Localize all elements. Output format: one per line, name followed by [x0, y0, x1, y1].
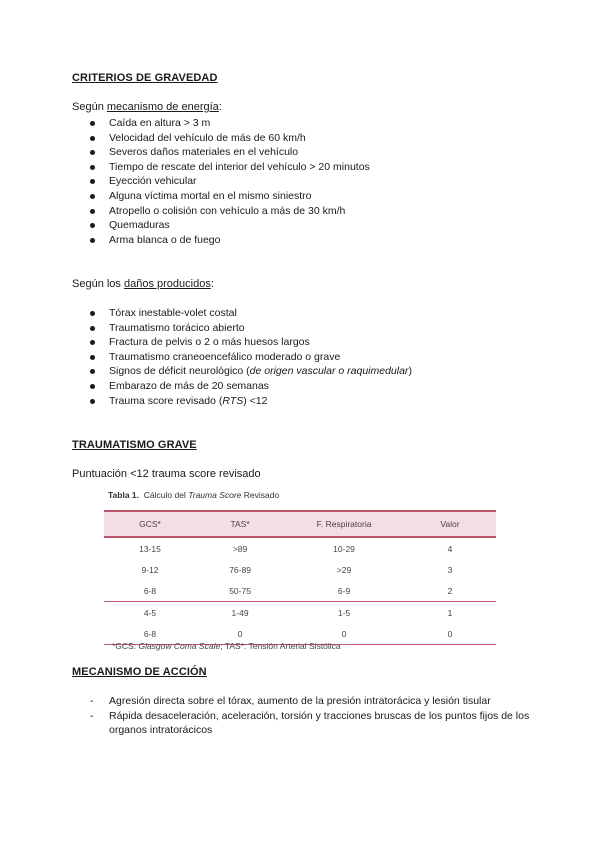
table-cell: 6-9	[337, 585, 351, 596]
energy-intro-underlined: mecanismo de energía	[106, 101, 219, 113]
table-cell: 0	[284, 623, 404, 645]
table-footnote	[112, 641, 341, 651]
damage-criteria-list	[90, 306, 412, 408]
list-item: Caída en altura > 3 m	[90, 116, 370, 131]
table-header-row	[104, 511, 496, 537]
table-cell: >29	[336, 564, 352, 575]
heading-traumatismo-grave: TRAUMATISMO GRAVE	[72, 439, 197, 451]
list-item: Traumatismo craneoencefálico moderado o grave	[90, 350, 412, 365]
list-item: Fractura de pelvis o 2 o más huesos largos	[90, 335, 412, 350]
table-cell: 6-8	[143, 585, 157, 596]
list-item: Severos daños materiales en el vehículo	[90, 145, 370, 160]
table-caption-label: Tabla 1.	[108, 490, 140, 500]
trauma-score-table	[104, 510, 496, 645]
list-item: Tiempo de rescate del interior del vehículo > 20 minutos	[90, 160, 370, 175]
table-cell: 50-75	[229, 585, 251, 596]
table-cell: 10-29	[333, 543, 355, 554]
damage-intro	[72, 278, 214, 290]
table-caption-text: Cálculo del	[143, 490, 189, 500]
traumatismo-intro: Puntuación <12 trauma score revisado	[72, 468, 261, 480]
table-row	[104, 602, 496, 624]
damage-intro-suffix: :	[210, 278, 214, 290]
energy-intro-suffix: :	[218, 101, 222, 113]
list-item-trauma-score	[90, 394, 412, 409]
list-item: Atropello o colisión con vehículo a más de 30 km/h	[90, 204, 370, 219]
table-cell: 9-12	[141, 564, 159, 575]
list-item: Eyección vehicular	[90, 174, 370, 189]
footnote-prefix: *GCS:	[112, 641, 139, 651]
list-item: Tórax inestable-volet costal	[90, 306, 412, 321]
list-item: Traumatismo torácico abierto	[90, 321, 412, 336]
table-caption-italic: Trauma Score	[188, 490, 242, 500]
trauma-italic: RTS	[222, 394, 244, 407]
list-item: Arma blanca o de fuego	[90, 233, 370, 248]
table-caption-suffix: Revisado	[241, 490, 280, 500]
list-item: - Agresión directa sobre el tórax, aumento de la presión intratorácica y lesión tisular	[90, 694, 530, 709]
heading-mecanismo-de-accion: MECANISMO DE ACCIÓN	[72, 666, 207, 678]
energy-intro	[72, 101, 222, 113]
column-header-f-respiratoria: F. Respiratoria	[284, 511, 404, 537]
column-header-tas: TAS*	[196, 511, 284, 537]
table-cell: 3	[447, 564, 453, 575]
footnote-italic: Glasgow Coma Scale	[138, 641, 221, 651]
trauma-close: ) <12	[243, 394, 268, 407]
table-cell: 4	[447, 543, 453, 554]
damage-intro-prefix: Según los	[72, 278, 124, 290]
table-cell: 1-5	[284, 602, 404, 624]
energy-criteria-list	[90, 116, 370, 247]
damage-intro-underlined: daños producidos	[123, 278, 211, 290]
column-header-gcs: GCS*	[104, 511, 196, 537]
trauma-text: Trauma score revisado (	[109, 394, 223, 407]
table-cell: 2	[447, 585, 453, 596]
table-row	[104, 537, 496, 559]
list-item-signos	[90, 364, 412, 379]
list-item: Velocidad del vehículo de más de 60 km/h	[90, 131, 370, 146]
heading-criterios-de-gravedad: CRITERIOS DE GRAVEDAD	[72, 72, 218, 84]
table-cell: 76-89	[229, 564, 251, 575]
list-item: - Rápida desaceleración, aceleración, torsión y tracciones bruscas de los puntos fijos de los organos intratorácicos	[90, 709, 530, 738]
table-cell: 1-49	[196, 602, 284, 624]
column-header-valor: Valor	[404, 511, 496, 537]
table-cell: >89	[232, 543, 248, 554]
table-row	[104, 559, 496, 580]
footnote-suffix: ; TAS*: Tensión Arterial Sistólica	[220, 641, 341, 651]
table-cell: 0	[404, 623, 496, 645]
table-cell: 1	[404, 602, 496, 624]
signos-text: Signos de déficit neurológico (	[109, 365, 250, 378]
energy-intro-prefix: Según	[72, 101, 107, 113]
mechanism-list	[90, 694, 530, 738]
signos-close: )	[408, 365, 412, 378]
table-cell: 6-8	[104, 623, 196, 645]
table-caption	[108, 490, 279, 500]
table-cell: 0	[196, 623, 284, 645]
list-item: Alguna víctima mortal en el mismo siniestro	[90, 189, 370, 204]
signos-italic: de origen vascular o raquimedular	[249, 365, 409, 378]
list-item: Quemaduras	[90, 218, 370, 233]
table-cell: 13-15	[139, 543, 161, 554]
table-cell: 4-5	[104, 602, 196, 624]
table-row	[104, 580, 496, 602]
list-item: Embarazo de más de 20 semanas	[90, 379, 412, 394]
